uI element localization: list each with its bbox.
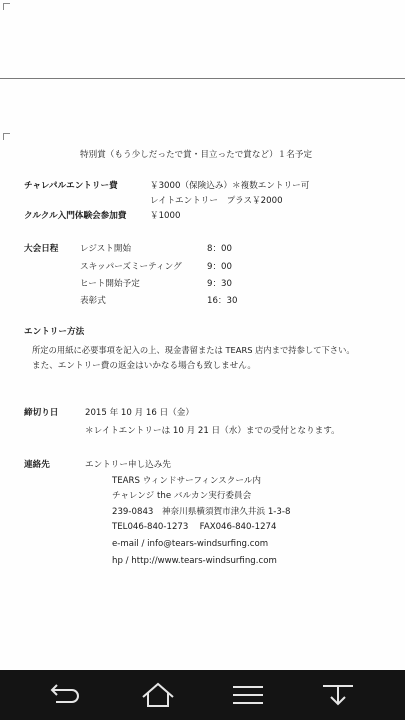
chalparu-fee-value: ￥3000（保険込み）＊複数エントリー可 — [150, 181, 310, 191]
schedule-time: 9：00 — [207, 262, 232, 272]
kurukuru-fee-label: クルクル入門体験会参加費 — [24, 211, 127, 221]
contact-line: TEL046-840-1273 FAX046-840-1274 — [112, 522, 277, 532]
deadline-label: 締切り日 — [24, 408, 59, 418]
schedule-item: 表彰式 — [80, 296, 106, 306]
collapse-button[interactable] — [318, 678, 358, 712]
schedule-label: 大会日程 — [24, 244, 59, 254]
contact-line: チャレンジ the バルカン実行委員会 — [112, 491, 252, 501]
schedule-item: レジスト開始 — [80, 244, 132, 254]
back-arrow-icon — [44, 678, 84, 712]
schedule-item: ヒート開始予定 — [80, 279, 140, 289]
schedule-item: スキッパーズミーティング — [80, 262, 182, 272]
prize-note: 特別賞（もう少しだったで賞・目立ったで賞など）１名予定 — [80, 150, 313, 160]
corner-mark — [3, 3, 10, 10]
corner-mark — [3, 133, 10, 140]
navigation-bar — [0, 670, 405, 720]
contact-email: e-mail / info@tears-windsurfing.com — [112, 539, 269, 549]
menu-button[interactable] — [228, 678, 268, 712]
back-button[interactable] — [44, 678, 84, 712]
contact-line: TEARS ウィンドサーフィンスクール内 — [112, 476, 261, 486]
schedule-time: 8：00 — [207, 244, 232, 254]
deadline-date: 2015 年 10 月 16 日（金） — [85, 408, 194, 418]
chalparu-fee-label: チャレパルエントリー費 — [24, 181, 118, 191]
menu-icon — [228, 678, 268, 712]
kurukuru-fee-value: ￥1000 — [150, 211, 181, 221]
entry-method-heading: エントリー方法 — [24, 327, 85, 337]
collapse-down-icon — [318, 678, 358, 712]
contact-label: 連絡先 — [24, 460, 50, 470]
home-icon — [138, 678, 178, 712]
schedule-time: 16：30 — [207, 296, 238, 306]
entry-method-line: 所定の用紙に必要事項を記入の上、現金書留または TEARS 店内まで持参して下さい。 — [32, 345, 355, 355]
entry-method-line: また、エントリー費の返金はいかなる場合も致しません。 — [32, 361, 256, 371]
contact-website: hp / http://www.tears-windsurfing.com — [112, 556, 277, 566]
contact-line: 239-0843 神奈川県横須賀市津久井浜 1-3-8 — [112, 507, 291, 517]
home-button[interactable] — [138, 678, 178, 712]
schedule-time: 9：30 — [207, 279, 232, 289]
late-entry-fee: レイトエントリー プラス￥2000 — [150, 196, 283, 206]
page-divider — [0, 78, 405, 79]
contact-line: エントリー申し込み先 — [85, 460, 171, 470]
late-entry-note: ＊レイトエントリーは 10 月 21 日（水）までの受付となります。 — [85, 426, 340, 436]
